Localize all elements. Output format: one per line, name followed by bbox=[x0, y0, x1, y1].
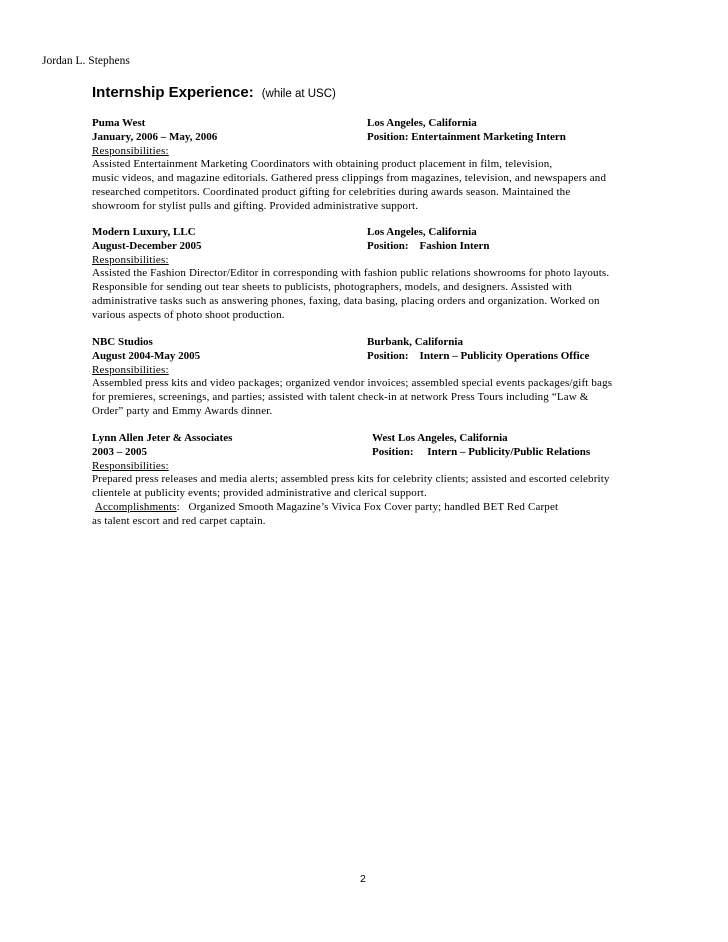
job-dates-row bbox=[92, 131, 652, 145]
section-subtitle: (while at USC) bbox=[261, 88, 336, 100]
responsibilities-label: Responsibilities: bbox=[92, 144, 169, 157]
responsibilities-label: Responsibilities: bbox=[92, 363, 169, 376]
job-location: West Los Angeles, California bbox=[372, 432, 508, 444]
description-line: Assisted Entertainment Marketing Coordinators with obtaining product placement in film, television, bbox=[92, 158, 553, 171]
description-line: researched competitors. Coordinated product gifting for celebrities during awards season. Maintained the bbox=[92, 185, 571, 198]
description-line: various aspects of photo shoot production. bbox=[92, 308, 285, 321]
section-heading bbox=[92, 84, 336, 102]
job-entry-lynn-allen-jeter bbox=[92, 432, 652, 529]
company-name: Modern Luxury, LLC bbox=[92, 226, 196, 238]
company-name: NBC Studios bbox=[92, 336, 153, 348]
description-line: showroom for stylist pulls and gifting. Provided administrative support. bbox=[92, 199, 419, 212]
job-entry-puma-west bbox=[92, 117, 652, 214]
job-position: Position: Intern – Publicity Operations Office bbox=[367, 349, 590, 362]
job-position: Position: Entertainment Marketing Intern bbox=[367, 130, 566, 143]
description-line: administrative tasks such as answering phones, faxing, data basing, placing orders and organization. Worked on bbox=[92, 294, 600, 307]
job-position: Position: Fashion Intern bbox=[367, 239, 490, 252]
job-dates: 2003 – 2005 bbox=[92, 445, 147, 458]
description-line: Assembled press kits and video packages; organized vendor invoices; assembled special events packages/gift bags bbox=[92, 377, 613, 390]
job-header-row bbox=[92, 226, 652, 240]
job-description bbox=[92, 267, 652, 322]
job-location: Los Angeles, California bbox=[367, 226, 477, 238]
job-description bbox=[92, 158, 652, 213]
job-header-row bbox=[92, 336, 652, 350]
description-line: as talent escort and red carpet captain. bbox=[92, 514, 266, 527]
description-line: Assisted the Fashion Director/Editor in corresponding with fashion public relations showrooms for photo layouts. bbox=[92, 267, 610, 280]
job-dates-row bbox=[92, 350, 652, 364]
responsibilities-label: Responsibilities: bbox=[92, 459, 169, 472]
company-name: Puma West bbox=[92, 117, 146, 129]
page-number: 2 bbox=[360, 873, 366, 885]
job-dates: August 2004-May 2005 bbox=[92, 349, 201, 362]
section-title: Internship Experience: bbox=[92, 84, 254, 101]
description-line: Order” party and Emmy Awards dinner. bbox=[92, 404, 273, 417]
description-line: Responsible for sending out tear sheets to publicists, photographers, models, and designers. Assisted with bbox=[92, 281, 572, 294]
header-name: Jordan L. Stephens bbox=[42, 55, 130, 67]
accomplishments-text: : Organized Smooth Magazine’s Vivica Fox Cover party; handled BET Red Carpet bbox=[176, 500, 559, 513]
job-dates: January, 2006 – May, 2006 bbox=[92, 130, 218, 143]
job-entry-modern-luxury bbox=[92, 226, 652, 323]
accomplishments-label: Accomplishments bbox=[94, 500, 177, 513]
job-dates-row bbox=[92, 240, 652, 254]
job-dates: August-December 2005 bbox=[92, 239, 202, 252]
company-name: Lynn Allen Jeter & Associates bbox=[92, 432, 233, 444]
accomplishments-line bbox=[92, 501, 652, 515]
job-header-row bbox=[92, 432, 652, 446]
description-line: Prepared press releases and media alerts; assembled press kits for celebrity clients; assisted and escorted celebrity bbox=[92, 473, 610, 486]
job-description bbox=[92, 473, 652, 528]
job-entry-nbc-studios bbox=[92, 336, 652, 419]
job-location: Burbank, California bbox=[367, 336, 463, 348]
job-header-row bbox=[92, 117, 652, 131]
description-line: clientele at publicity events; provided administrative and clerical support. bbox=[92, 487, 427, 500]
description-line: music videos, and magazine editorials. Gathered press clippings from magazines, television, and newspapers and bbox=[92, 172, 607, 185]
job-location: Los Angeles, California bbox=[367, 117, 477, 129]
job-description bbox=[92, 377, 652, 418]
responsibilities-label: Responsibilities: bbox=[92, 253, 169, 266]
description-line: for premieres, screenings, and parties; assisted with talent check-in at network Press Tours including “Law & bbox=[92, 391, 589, 404]
job-dates-row bbox=[92, 446, 652, 460]
job-position: Position: Intern – Publicity/Public Relations bbox=[372, 445, 591, 458]
